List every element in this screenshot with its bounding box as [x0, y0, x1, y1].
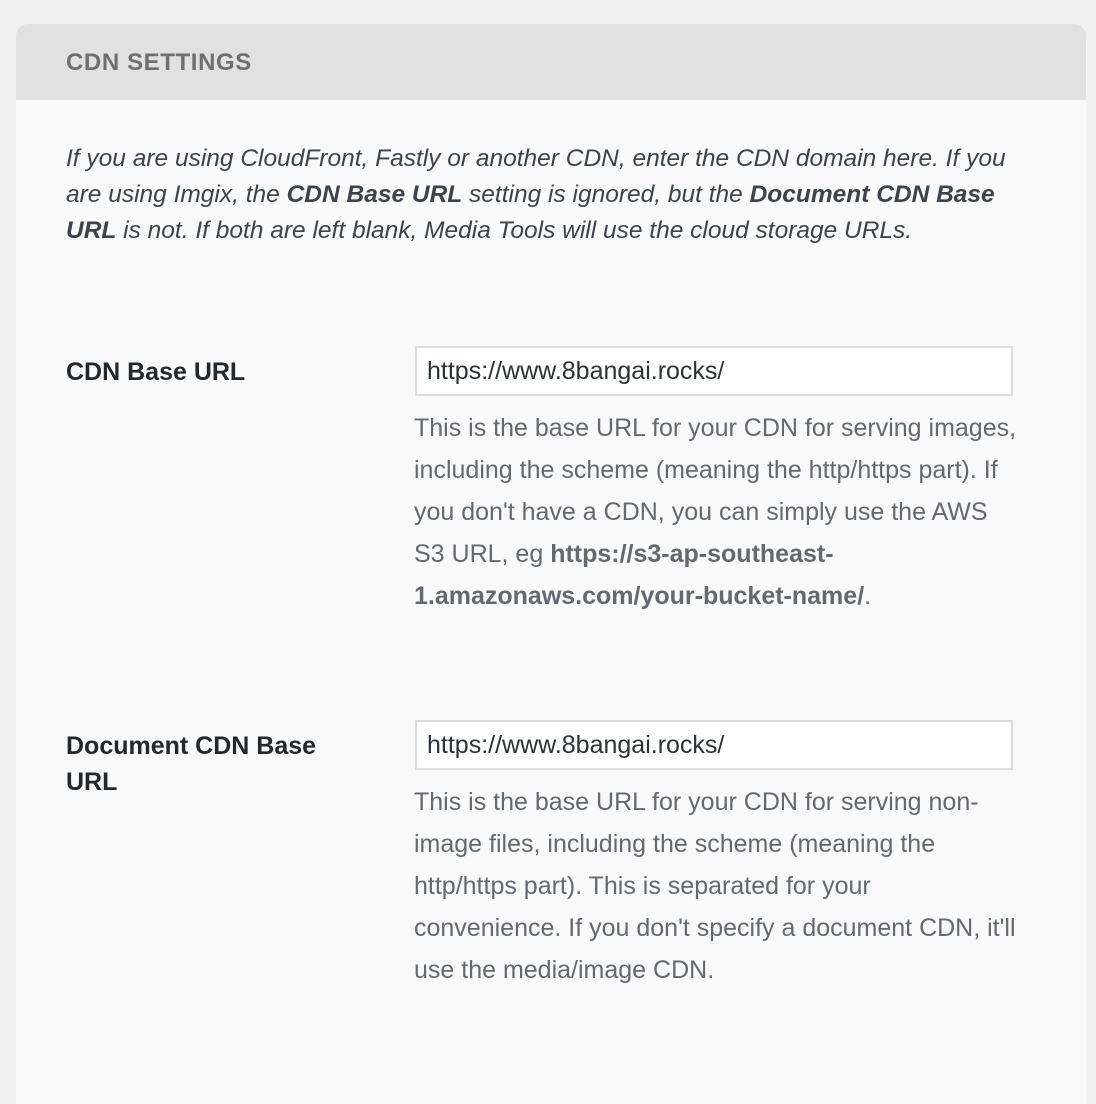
- cdn-base-url-input[interactable]: [415, 346, 1013, 396]
- cdn-base-url-help: [414, 407, 1024, 617]
- panel-description: [66, 141, 1046, 249]
- description-text: setting is ignored, but the: [462, 181, 750, 208]
- cdn-base-url-label: CDN Base URL: [66, 358, 246, 386]
- help-example-url: https://s3-ap-southeast-1.amazonaws.com/your-bucket-name/: [414, 540, 865, 610]
- document-cdn-base-url-help: This is the base URL for your CDN for serving non-image files, including the scheme (meaning the http/https part). This is separated for your convenience. If you don't specify a document CDN, it'll use the media/image CDN.: [414, 788, 1016, 984]
- description-text: is not. If both are left blank, Media Tools will use the cloud storage URLs.: [116, 217, 913, 244]
- description-bold-cdn-base-url: CDN Base URL: [286, 181, 463, 208]
- description-text: If you are using CloudFront, Fastly or another CDN, enter the CDN domain here. If you are using Imgix, the: [66, 145, 1006, 208]
- panel-title: CDN SETTINGS: [66, 49, 252, 76]
- cdn-settings-panel: [16, 24, 1086, 1104]
- document-cdn-base-url-input[interactable]: [415, 720, 1013, 770]
- description-bold-document-cdn-base-url: Document CDN Base URL: [66, 181, 995, 244]
- panel-header: [16, 24, 1086, 100]
- help-text-end: .: [864, 582, 872, 610]
- help-text: This is the base URL for your CDN for serving images, including the scheme (meaning the http/https part). If you don't have a CDN, you can simply use the AWS S3 URL, eg: [414, 414, 1017, 568]
- document-cdn-base-url-label: Document CDN Base URL: [66, 732, 317, 796]
